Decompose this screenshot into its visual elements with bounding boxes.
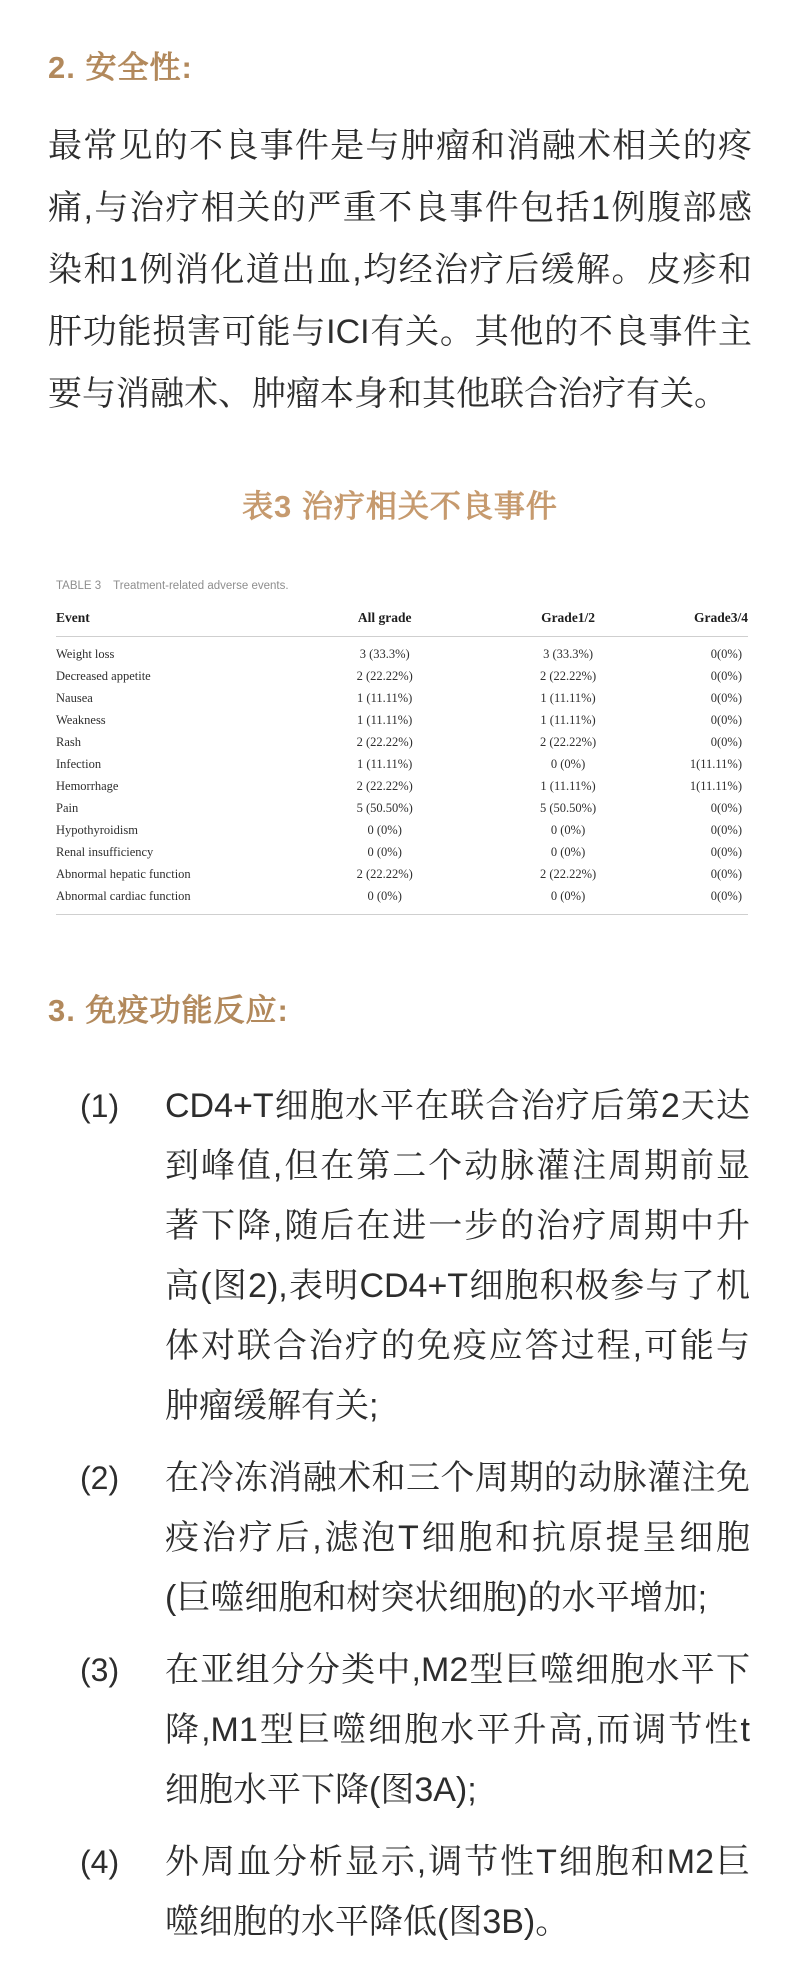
table-row: [56, 864, 748, 886]
section-2-heading: 2. 安全性:: [48, 50, 193, 85]
all-grade-cell: 0 (0%): [367, 823, 402, 837]
event-cell: Infection: [56, 757, 102, 771]
event-cell: Weakness: [56, 713, 106, 727]
table-cn-caption: 表3 治疗相关不良事件: [242, 489, 558, 524]
list-item-marker: (1): [80, 1088, 120, 1124]
event-cell: Nausea: [56, 691, 93, 705]
all-grade-cell: 5 (50.50%): [356, 801, 413, 815]
col-header-event: Event: [56, 604, 291, 637]
grade34-cell: 0(0%): [710, 669, 742, 683]
grade34-cell: 0(0%): [710, 867, 742, 881]
grade34-cell: 0(0%): [710, 691, 742, 705]
event-cell: Pain: [56, 801, 79, 815]
grade12-cell: 0 (0%): [550, 845, 586, 859]
grade12-cell: 1 (11.11%): [540, 691, 596, 705]
table-row: [56, 798, 748, 820]
grade34-cell: 0(0%): [710, 647, 742, 661]
immune-response-list: [80, 1076, 750, 1952]
grade12-cell: 0 (0%): [550, 757, 586, 771]
grade12-cell: 3 (33.3%): [543, 647, 594, 661]
grade34-cell: 1(11.11%): [689, 779, 742, 793]
all-grade-cell: 0 (0%): [291, 886, 478, 915]
article-page: [0, 42, 800, 1966]
adverse-events-figure: [56, 580, 748, 915]
table-row: [56, 637, 748, 666]
grade12-cell: 1 (11.11%): [540, 713, 596, 727]
list-item-text: CD4+T细胞水平在联合治疗后第2天达到峰值,但在第二个动脉灌注周期前显著下降,随后在进一步的治疗周期中升高(图2),表明CD4+T细胞积极参与了机体对联合治疗的免疫应答过程,可能与肿瘤缓解有关;: [165, 1087, 750, 1425]
list-item-text: 在亚组分分类中,M2型巨噬细胞水平下降,M1型巨噬细胞水平升高,而调节性t细胞水平下降(图3A);: [165, 1651, 750, 1809]
grade12-cell: 0 (0%): [478, 886, 658, 915]
table-row: [56, 710, 748, 732]
event-cell: Abnormal hepatic function: [56, 867, 191, 881]
grade34-cell: 0(0%): [710, 823, 742, 837]
grade12-cell: 0 (0%): [550, 823, 586, 837]
all-grade-cell: 2 (22.22%): [356, 867, 413, 881]
table-row: [56, 776, 748, 798]
event-cell: Weight loss: [56, 647, 115, 661]
list-item: [80, 1076, 750, 1436]
all-grade-cell: 2 (22.22%): [356, 735, 413, 749]
grade12-cell: 2 (22.22%): [539, 735, 597, 749]
grade34-cell: 0(0%): [710, 735, 742, 749]
figure-caption-text: Treatment-related adverse events.: [113, 580, 289, 592]
all-grade-cell: 1 (11.11%): [357, 713, 413, 727]
all-grade-cell: 2 (22.22%): [356, 669, 413, 683]
table-row: [56, 732, 748, 754]
section-2-paragraph: 最常见的不良事件是与肿瘤和消融术相关的疼痛,与治疗相关的严重不良事件包括1例腹部感染和1例消化道出血,均经治疗后缓解。皮疹和肝功能损害可能与ICI有关。其他的不良事件主要与消融术、肿瘤本身和其他联合治疗有关。: [48, 127, 752, 413]
event-cell: Hemorrhage: [56, 779, 119, 793]
table-header-row: [56, 604, 748, 637]
all-grade-cell: 1 (11.11%): [357, 691, 413, 705]
col-header-grade34: Grade3/4: [658, 604, 748, 637]
event-cell: Hypothyroidism: [56, 823, 138, 837]
list-item: [80, 1640, 750, 1820]
table-row: [56, 666, 748, 688]
col-header-all-grade: All grade: [291, 604, 478, 637]
grade12-cell: 2 (22.22%): [539, 867, 597, 881]
list-item-text: 外周血分析显示,调节性T细胞和M2巨噬细胞的水平降低(图3B)。: [165, 1843, 750, 1941]
list-item-marker: (3): [80, 1652, 120, 1688]
table-row: [56, 886, 748, 915]
grade34-cell: 0(0%): [710, 713, 742, 727]
list-item-marker: (2): [80, 1460, 120, 1496]
list-item: [80, 1832, 750, 1952]
event-cell: Decreased appetite: [56, 669, 151, 683]
table-row: [56, 842, 748, 864]
figure-label: TABLE 3: [56, 580, 102, 592]
table-row: [56, 820, 748, 842]
list-item-marker: (4): [80, 1844, 120, 1880]
grade12-cell: 2 (22.22%): [539, 669, 597, 683]
col-header-grade12: Grade1/2: [478, 604, 658, 637]
list-item: [80, 1448, 750, 1628]
grade34-cell: 0(0%): [710, 801, 742, 815]
grade12-cell: 5 (50.50%): [539, 801, 597, 815]
figure-caption: [56, 580, 748, 592]
all-grade-cell: 3 (33.3%): [359, 647, 410, 661]
list-item-text: 在冷冻消融术和三个周期的动脉灌注免疫治疗后,滤泡T细胞和抗原提呈细胞(巨噬细胞和树突状细胞)的水平增加;: [165, 1459, 750, 1617]
all-grade-cell: 1 (11.11%): [357, 757, 413, 771]
all-grade-cell: 0 (0%): [367, 845, 402, 859]
adverse-events-table: [56, 604, 748, 915]
table-row: [56, 688, 748, 710]
grade34-cell: 1(11.11%): [689, 757, 742, 771]
grade34-cell: 0(0%): [658, 886, 748, 915]
event-cell: Renal insufficiency: [56, 845, 154, 859]
grade34-cell: 0(0%): [710, 845, 742, 859]
event-cell: Rash: [56, 735, 81, 749]
event-cell: Abnormal cardiac function: [56, 886, 291, 915]
section-3-heading: 3. 免疫功能反应:: [48, 993, 289, 1028]
all-grade-cell: 2 (22.22%): [356, 779, 413, 793]
grade12-cell: 1 (11.11%): [540, 779, 596, 793]
table-row: [56, 754, 748, 776]
